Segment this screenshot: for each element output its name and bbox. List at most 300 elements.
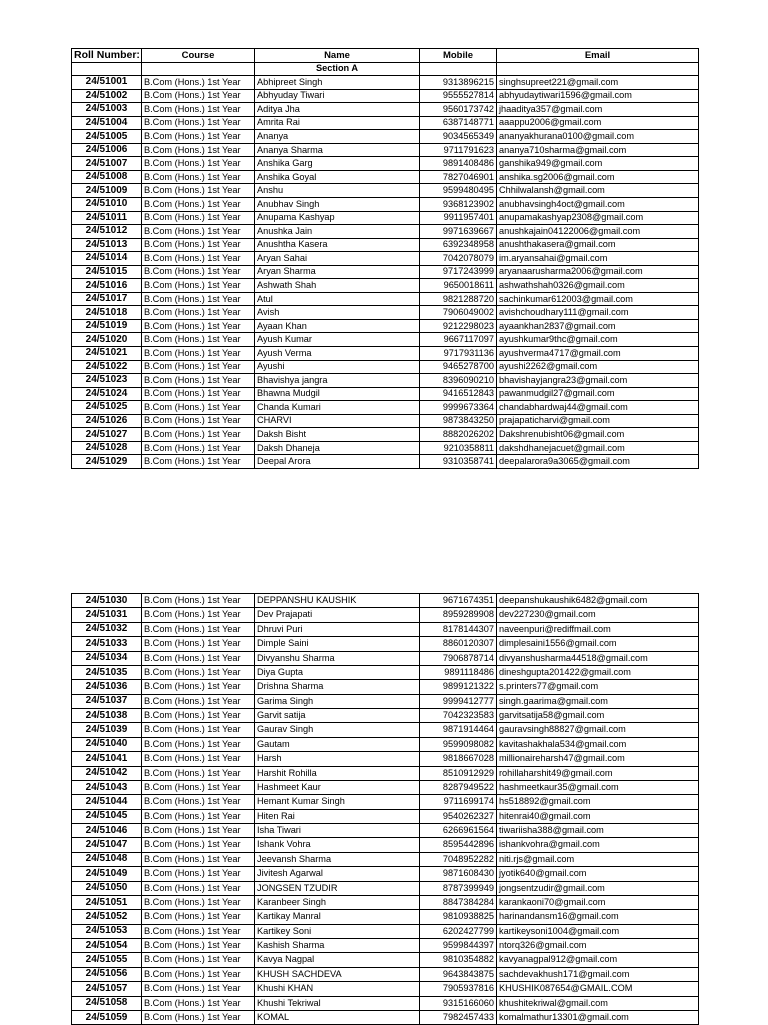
mobile-cell: 6392348958 [420,238,497,252]
table-row [72,795,699,809]
email-cell: aaappu2006@gmail.com [497,116,699,130]
email-cell: jhaaditya357@gmail.com [497,103,699,117]
course-cell: B.Com (Hons.) 1st Year [142,319,255,333]
course-cell: B.Com (Hons.) 1st Year [142,608,255,622]
name-cell: Anupama Kashyap [255,211,420,225]
student-table-section-a [71,48,699,469]
mobile-cell: 9034565349 [420,130,497,144]
header-row [72,49,699,63]
email-cell: divyanshusharma44518@gmail.com [497,651,699,665]
mobile-cell: 8178144307 [420,622,497,636]
course-cell: B.Com (Hons.) 1st Year [142,211,255,225]
mobile-cell: 7905937816 [420,982,497,996]
mobile-cell: 7042323583 [420,709,497,723]
course-cell: B.Com (Hons.) 1st Year [142,665,255,679]
mobile-cell: 9315166060 [420,996,497,1010]
name-cell: JONGSEN TZUDIR [255,881,420,895]
email-cell: anupamakashyap2308@gmail.com [497,211,699,225]
course-cell: B.Com (Hons.) 1st Year [142,1010,255,1024]
email-cell: khushitekriwal@gmail.com [497,996,699,1010]
roll-number-cell: 24/51021 [72,347,142,361]
roll-number-cell: 24/51022 [72,360,142,374]
table-body [72,62,699,468]
mobile-cell: 9465278700 [420,360,497,374]
table-row [72,252,699,266]
mobile-cell: 9212298023 [420,319,497,333]
email-cell: dev227230@gmail.com [497,608,699,622]
email-cell: abhyudaytiwari1596@gmail.com [497,89,699,103]
mobile-cell: 8882026202 [420,428,497,442]
roll-number-cell: 24/51023 [72,374,142,388]
name-cell: Anshu [255,184,420,198]
mobile-cell: 9818667028 [420,752,497,766]
roll-number-header: Roll Number: [72,49,142,63]
roll-number-cell: 24/51011 [72,211,142,225]
course-cell: B.Com (Hons.) 1st Year [142,387,255,401]
course-cell: B.Com (Hons.) 1st Year [142,374,255,388]
mobile-cell: 8287949522 [420,780,497,794]
email-cell: ishankvohra@gmail.com [497,838,699,852]
table-row [72,292,699,306]
course-cell: B.Com (Hons.) 1st Year [142,89,255,103]
table-row [72,130,699,144]
mobile-cell: 9643843875 [420,967,497,981]
table-row [72,665,699,679]
table-row [72,838,699,852]
roll-number-cell: 24/51028 [72,441,142,455]
table-row [72,225,699,239]
roll-number-cell: 24/51033 [72,637,142,651]
course-cell: B.Com (Hons.) 1st Year [142,238,255,252]
roll-number-cell: 24/51058 [72,996,142,1010]
course-header: Course [142,49,255,63]
table-row [72,680,699,694]
table-row [72,709,699,723]
mobile-cell: 9717931136 [420,347,497,361]
course-cell: B.Com (Hons.) 1st Year [142,809,255,823]
table-row [72,752,699,766]
name-cell: Ishank Vohra [255,838,420,852]
mobile-cell: 8959289908 [420,608,497,622]
email-cell: Dakshrenubisht06@gmail.com [497,428,699,442]
roll-number-cell: 24/51030 [72,594,142,608]
name-cell: DEPPANSHU KAUSHIK [255,594,420,608]
email-cell: ayushverma4717@gmail.com [497,347,699,361]
mobile-cell: 9416512843 [420,387,497,401]
mobile-cell: 9711699174 [420,795,497,809]
course-cell: B.Com (Hons.) 1st Year [142,401,255,415]
name-header: Name [255,49,420,63]
mobile-header: Mobile [420,49,497,63]
mobile-cell: 9999673364 [420,401,497,415]
course-cell: B.Com (Hons.) 1st Year [142,76,255,90]
name-cell: Hemant Kumar Singh [255,795,420,809]
table-body [72,594,699,1025]
course-cell: B.Com (Hons.) 1st Year [142,881,255,895]
mobile-cell: 9540262327 [420,809,497,823]
roll-number-cell: 24/51017 [72,292,142,306]
table-row [72,76,699,90]
name-cell: Gautam [255,737,420,751]
table-row [72,723,699,737]
roll-number-cell: 24/51029 [72,455,142,469]
table-row [72,939,699,953]
table-row [72,924,699,938]
email-cell: rohillaharshit49@gmail.com [497,766,699,780]
name-cell: Diya Gupta [255,665,420,679]
roll-number-cell: 24/51027 [72,428,142,442]
table-row [72,651,699,665]
course-cell: B.Com (Hons.) 1st Year [142,622,255,636]
mobile-cell: 9971639667 [420,225,497,239]
mobile-cell: 7906878714 [420,651,497,665]
course-cell: B.Com (Hons.) 1st Year [142,279,255,293]
email-cell: ayushkumar9thc@gmail.com [497,333,699,347]
table-row [72,157,699,171]
name-cell: Kashish Sharma [255,939,420,953]
course-cell: B.Com (Hons.) 1st Year [142,924,255,938]
mobile-cell: 7042078079 [420,252,497,266]
email-cell: bhavishayjangra23@gmail.com [497,374,699,388]
name-cell: Aryan Sahai [255,252,420,266]
table-row [72,809,699,823]
roll-number-cell: 24/51037 [72,694,142,708]
name-cell: Garima Singh [255,694,420,708]
table-row [72,867,699,881]
roll-number-cell: 24/51054 [72,939,142,953]
name-cell: Ayushi [255,360,420,374]
section-row [72,62,699,76]
email-cell: kartikeysoni1004@gmail.com [497,924,699,938]
course-cell: B.Com (Hons.) 1st Year [142,225,255,239]
email-cell: karankaoni70@gmail.com [497,895,699,909]
email-cell: anubhavsingh4oct@gmail.com [497,198,699,212]
roll-number-cell: 24/51036 [72,680,142,694]
roll-number-cell: 24/51024 [72,387,142,401]
course-cell: B.Com (Hons.) 1st Year [142,939,255,953]
mobile-cell: 9599844397 [420,939,497,953]
roll-number-cell: 24/51019 [72,319,142,333]
name-cell: Ayush Kumar [255,333,420,347]
course-cell: B.Com (Hons.) 1st Year [142,637,255,651]
name-cell: Harshit Rohilla [255,766,420,780]
email-cell: ananya710sharma@gmail.com [497,143,699,157]
roll-number-cell: 24/51004 [72,116,142,130]
name-cell: Harsh [255,752,420,766]
table-row [72,265,699,279]
mobile-cell: 6266961564 [420,824,497,838]
table-row [72,347,699,361]
mobile-cell: 9650018611 [420,279,497,293]
roll-number-cell: 24/51031 [72,608,142,622]
course-cell: B.Com (Hons.) 1st Year [142,752,255,766]
email-cell: Chhilwalansh@gmail.com [497,184,699,198]
course-cell: B.Com (Hons.) 1st Year [142,455,255,469]
name-cell: Abhipreet Singh [255,76,420,90]
email-cell: aryanaarusharma2006@gmail.com [497,265,699,279]
table-row [72,622,699,636]
email-cell: hs518892@gmail.com [497,795,699,809]
mobile-cell: 9711791623 [420,143,497,157]
roll-number-cell: 24/51039 [72,723,142,737]
email-cell: anshika.sg2006@gmail.com [497,170,699,184]
roll-number-cell: 24/51002 [72,89,142,103]
course-cell: B.Com (Hons.) 1st Year [142,103,255,117]
course-cell: B.Com (Hons.) 1st Year [142,780,255,794]
email-cell: niti.rjs@gmail.com [497,852,699,866]
course-cell: B.Com (Hons.) 1st Year [142,414,255,428]
table-row [72,766,699,780]
mobile-cell: 9599480495 [420,184,497,198]
email-cell: chandabhardwaj44@gmail.com [497,401,699,415]
email-cell: singh.gaarima@gmail.com [497,694,699,708]
name-cell: Anubhav Singh [255,198,420,212]
mobile-cell: 7827046901 [420,170,497,184]
roll-number-cell: 24/51016 [72,279,142,293]
name-cell: Daksh Bisht [255,428,420,442]
course-cell: B.Com (Hons.) 1st Year [142,265,255,279]
mobile-cell: 9891408486 [420,157,497,171]
email-cell: harinandansm16@gmail.com [497,910,699,924]
email-cell: prajapaticharvi@gmail.com [497,414,699,428]
mobile-cell: 9368123902 [420,198,497,212]
table-row [72,198,699,212]
table-row [72,103,699,117]
table-row [72,780,699,794]
mobile-cell: 8860120307 [420,637,497,651]
mobile-cell: 9560173742 [420,103,497,117]
name-cell: Garvit satija [255,709,420,723]
email-cell: ganshika949@gmail.com [497,157,699,171]
course-cell: B.Com (Hons.) 1st Year [142,184,255,198]
course-cell: B.Com (Hons.) 1st Year [142,428,255,442]
email-cell: avishchoudhary111@gmail.com [497,306,699,320]
email-cell: garvitsatija58@gmail.com [497,709,699,723]
table-row [72,910,699,924]
roll-number-cell: 24/51043 [72,780,142,794]
roll-number-cell: 24/51050 [72,881,142,895]
roll-number-cell: 24/51010 [72,198,142,212]
roll-number-cell: 24/51020 [72,333,142,347]
table-row [72,143,699,157]
name-cell: Aryan Sharma [255,265,420,279]
mobile-cell: 9717243999 [420,265,497,279]
course-cell: B.Com (Hons.) 1st Year [142,838,255,852]
email-cell: ntorq326@gmail.com [497,939,699,953]
name-cell: Khushi Tekriwal [255,996,420,1010]
mobile-cell: 9871914464 [420,723,497,737]
table-row [72,594,699,608]
roll-number-cell: 24/51014 [72,252,142,266]
table-row [72,824,699,838]
email-cell: singhsupreet221@gmail.com [497,76,699,90]
email-cell: deepanshukaushik6482@gmail.com [497,594,699,608]
roll-number-cell: 24/51035 [72,665,142,679]
email-cell: sachdevakhush171@gmail.com [497,967,699,981]
mobile-cell: 9891118486 [420,665,497,679]
course-cell: B.Com (Hons.) 1st Year [142,441,255,455]
mobile-cell: 8787399949 [420,881,497,895]
roll-number-cell: 24/51013 [72,238,142,252]
roll-number-cell: 24/51042 [72,766,142,780]
mobile-cell: 8595442896 [420,838,497,852]
mobile-cell: 8510912929 [420,766,497,780]
roll-number-cell: 24/51038 [72,709,142,723]
email-cell: hitenrai40@gmail.com [497,809,699,823]
name-cell: Aditya Jha [255,103,420,117]
mobile-cell: 9810354882 [420,953,497,967]
table-row [72,279,699,293]
table-row [72,170,699,184]
name-cell: Ananya [255,130,420,144]
email-cell: anushkajain04122006@gmail.com [497,225,699,239]
roll-number-cell: 24/51034 [72,651,142,665]
mobile-cell: 7048952282 [420,852,497,866]
course-cell: B.Com (Hons.) 1st Year [142,795,255,809]
roll-number-cell: 24/51005 [72,130,142,144]
email-cell: ananyakhurana0100@gmail.com [497,130,699,144]
roll-number-cell: 24/51044 [72,795,142,809]
name-cell: KHUSH SACHDEVA [255,967,420,981]
name-cell: Jivitesh Agarwal [255,867,420,881]
course-cell: B.Com (Hons.) 1st Year [142,737,255,751]
name-cell: Divyanshu Sharma [255,651,420,665]
table-row [72,441,699,455]
roll-number-cell: 24/51053 [72,924,142,938]
mobile-cell: 7906049002 [420,306,497,320]
mobile-cell: 9999412777 [420,694,497,708]
table-row [72,333,699,347]
table-row [72,967,699,981]
table-row [72,1010,699,1024]
email-cell: dineshgupta201422@gmail.com [497,665,699,679]
name-cell: Ayaan Khan [255,319,420,333]
name-cell: CHARVI [255,414,420,428]
name-cell: Ananya Sharma [255,143,420,157]
mobile-cell: 9671674351 [420,594,497,608]
roll-number-cell: 24/51012 [72,225,142,239]
table-row [72,360,699,374]
email-cell: pawanmudgil27@gmail.com [497,387,699,401]
table-row [72,116,699,130]
email-cell: komalmathur13301@gmail.com [497,1010,699,1024]
name-cell: Kavya Nagpal [255,953,420,967]
roll-number-cell: 24/51057 [72,982,142,996]
mobile-cell: 6387148771 [420,116,497,130]
mobile-cell: 6202427799 [420,924,497,938]
course-cell: B.Com (Hons.) 1st Year [142,360,255,374]
roll-number-cell: 24/51046 [72,824,142,838]
name-cell: Abhyuday Tiwari [255,89,420,103]
course-cell: B.Com (Hons.) 1st Year [142,651,255,665]
roll-number-cell: 24/51051 [72,895,142,909]
roll-number-cell: 24/51018 [72,306,142,320]
course-cell: B.Com (Hons.) 1st Year [142,824,255,838]
roll-number-cell: 24/51026 [72,414,142,428]
course-cell: B.Com (Hons.) 1st Year [142,895,255,909]
roll-number-cell: 24/51055 [72,953,142,967]
email-cell: kavitashakhala534@gmail.com [497,737,699,751]
roll-number-cell: 24/51006 [72,143,142,157]
roll-number-cell: 24/51015 [72,265,142,279]
course-cell: B.Com (Hons.) 1st Year [142,306,255,320]
mobile-cell: 9810938825 [420,910,497,924]
mobile-cell: 9313896215 [420,76,497,90]
name-cell: Kartikey Soni [255,924,420,938]
name-cell: KOMAL [255,1010,420,1024]
course-cell: B.Com (Hons.) 1st Year [142,967,255,981]
roll-number-cell: 24/51049 [72,867,142,881]
table-row [72,737,699,751]
mobile-cell: 9911957401 [420,211,497,225]
table-row [72,387,699,401]
table-row [72,306,699,320]
table-row [72,414,699,428]
mobile-cell: 9310358741 [420,455,497,469]
course-cell: B.Com (Hons.) 1st Year [142,170,255,184]
course-cell: B.Com (Hons.) 1st Year [142,694,255,708]
section-a-label: Section A [255,62,420,76]
name-cell: Khushi KHAN [255,982,420,996]
name-cell: Dhruvi Puri [255,622,420,636]
email-cell: KHUSHIK087654@GMAIL.COM [497,982,699,996]
course-cell: B.Com (Hons.) 1st Year [142,910,255,924]
mobile-cell: 9899121322 [420,680,497,694]
roll-number-cell: 24/51001 [72,76,142,90]
course-cell: B.Com (Hons.) 1st Year [142,143,255,157]
name-cell: Jeevansh Sharma [255,852,420,866]
table-row [72,996,699,1010]
table-row [72,881,699,895]
course-cell: B.Com (Hons.) 1st Year [142,292,255,306]
email-cell: dakshdhanejacuet@gmail.com [497,441,699,455]
name-cell: Ayush Verma [255,347,420,361]
roll-number-cell: 24/51008 [72,170,142,184]
roll-number-cell: 24/51047 [72,838,142,852]
course-cell: B.Com (Hons.) 1st Year [142,996,255,1010]
email-cell: hashmeetkaur35@gmail.com [497,780,699,794]
course-cell: B.Com (Hons.) 1st Year [142,766,255,780]
name-cell: Atul [255,292,420,306]
table-row [72,211,699,225]
email-cell: jongsentzudir@gmail.com [497,881,699,895]
table-row [72,982,699,996]
email-cell: sachinkumar612003@gmail.com [497,292,699,306]
table-row [72,608,699,622]
name-cell: Daksh Dhaneja [255,441,420,455]
mobile-cell: 7982457433 [420,1010,497,1024]
course-cell: B.Com (Hons.) 1st Year [142,982,255,996]
name-cell: Gaurav Singh [255,723,420,737]
course-cell: B.Com (Hons.) 1st Year [142,198,255,212]
name-cell: Anshika Goyal [255,170,420,184]
name-cell: Deepal Arora [255,455,420,469]
email-cell: s.printers77@gmail.com [497,680,699,694]
name-cell: Bhavishya jangra [255,374,420,388]
name-cell: Dimple Saini [255,637,420,651]
email-cell: anushthakasera@gmail.com [497,238,699,252]
name-cell: Isha Tiwari [255,824,420,838]
name-cell: Anushka Jain [255,225,420,239]
name-cell: Chanda Kumari [255,401,420,415]
table-row [72,852,699,866]
roll-number-cell: 24/51007 [72,157,142,171]
course-cell: B.Com (Hons.) 1st Year [142,723,255,737]
email-cell: ayushi2262@gmail.com [497,360,699,374]
table-row [72,455,699,469]
mobile-cell: 9873843250 [420,414,497,428]
mobile-cell: 9871608430 [420,867,497,881]
